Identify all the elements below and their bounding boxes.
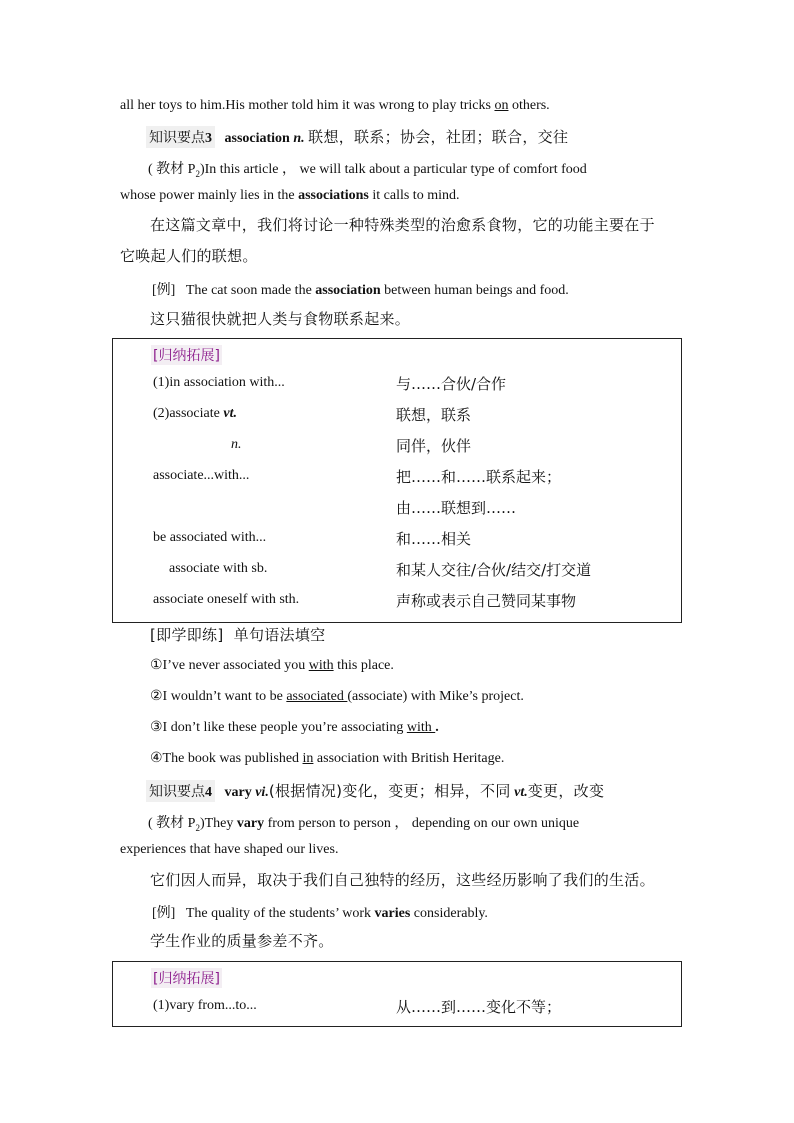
expansion-meaning: 把……和……联系起来；	[396, 468, 562, 486]
expansion-meaning: 与……合伙/合作	[396, 375, 507, 393]
practice-item: ③I don’t like these people you’re associating with .	[150, 720, 439, 735]
expansion-title: [归纳拓展]	[151, 968, 222, 988]
expansion-phrase: associate with sb.	[169, 561, 268, 576]
example-sentence: [例] The quality of the students’ work varies considerably.	[152, 906, 488, 921]
practice-item: ①I’ve never associated you with this place.	[150, 658, 394, 673]
translation-line: 它们因人而异，取决于我们自己独特的经历，这些经历影响了我们的生活。	[150, 871, 655, 889]
example-translation: 这只猫很快就把人类与食物联系起来。	[150, 310, 411, 328]
part-of-speech: n.	[293, 131, 305, 146]
expansion-phrase: (2)associate vt.	[153, 406, 237, 421]
part-of-speech: vi.	[255, 785, 269, 800]
headword: vary	[224, 785, 252, 800]
knowledge-point-3-heading	[146, 126, 568, 148]
practice-answer: associated	[286, 689, 348, 704]
expansion-box-2	[112, 961, 682, 1027]
practice-answer: with	[308, 658, 334, 673]
expansion-meaning: 联想，联系	[396, 406, 472, 424]
textbook-quote-line-2: experiences that have shaped our lives.	[120, 842, 339, 857]
example-sentence: [例] The cat soon made the association between human beings and food.	[152, 283, 569, 298]
expansion-box-1	[112, 338, 682, 623]
expansion-meaning: 从……到……变化不等；	[396, 998, 562, 1016]
headword-meaning: 联想，联系；协会，社团；联合，交往	[308, 128, 569, 146]
headword-meaning: (根据情况)变化，变更；相异，不同	[268, 782, 511, 800]
expansion-meaning: 声称或表示自己赞同某事物	[396, 592, 577, 610]
textbook-quote-line-1: ( 教材 $P_2)In$ this article ， we will talk about a particular type of comfort food	[148, 162, 587, 179]
expansion-phrase: be associated with...	[153, 530, 267, 545]
expansion-title: [归纳拓展]	[151, 345, 222, 365]
practice-item: ④The book was published in association with British Heritage.	[150, 751, 505, 766]
expansion-phrase: associate oneself with sth.	[153, 592, 300, 607]
knowledge-point-tag: 知识要点3	[146, 126, 215, 148]
textbook-quote-line-2: whose power mainly lies in the associations it calls to mind.	[120, 188, 460, 203]
expansion-meaning: 同伴，伙伴	[396, 437, 472, 455]
practice-answer: in	[302, 751, 314, 766]
translation-line-2: 它唤起人们的联想。	[120, 247, 258, 265]
translation-line-1: 在这篇文章中，我们将讨论一种特殊类型的治愈系食物，它的功能主要在于	[150, 216, 655, 234]
expansion-meaning: 和某人交往/合伙/结交/打交道	[396, 561, 592, 579]
knowledge-point-tag: 知识要点4	[146, 780, 215, 802]
expansion-phrase: (1)vary from...to...	[153, 998, 257, 1013]
expansion-phrase: n.	[231, 437, 242, 452]
expansion-meaning: 和……相关	[396, 530, 472, 548]
example-translation: 学生作业的质量参差不齐。	[150, 932, 334, 950]
expansion-phrase: (1)in association with...	[153, 375, 285, 390]
practice-item: ②I wouldn’t want to be associated (associate) with Mike’s project.	[150, 689, 524, 704]
expansion-meaning: 由……联想到……	[396, 499, 517, 517]
headword: association	[224, 131, 290, 146]
practice-answer: with	[406, 720, 436, 735]
practice-heading: [即学即练] 单句语法填空	[150, 626, 326, 644]
knowledge-point-4-heading	[146, 780, 604, 802]
textbook-quote-line-1: ( 教材 $P_2)They$ vary from person to person ， depending on our own unique	[148, 816, 580, 833]
intro-answer: on	[494, 98, 509, 113]
intro-line: all her toys to him.His mother told him it was wrong to play tricks on others.	[120, 98, 550, 113]
headword-meaning: 变更，改变	[527, 782, 605, 800]
part-of-speech: vt.	[514, 785, 528, 800]
expansion-phrase: associate...with...	[153, 468, 250, 483]
